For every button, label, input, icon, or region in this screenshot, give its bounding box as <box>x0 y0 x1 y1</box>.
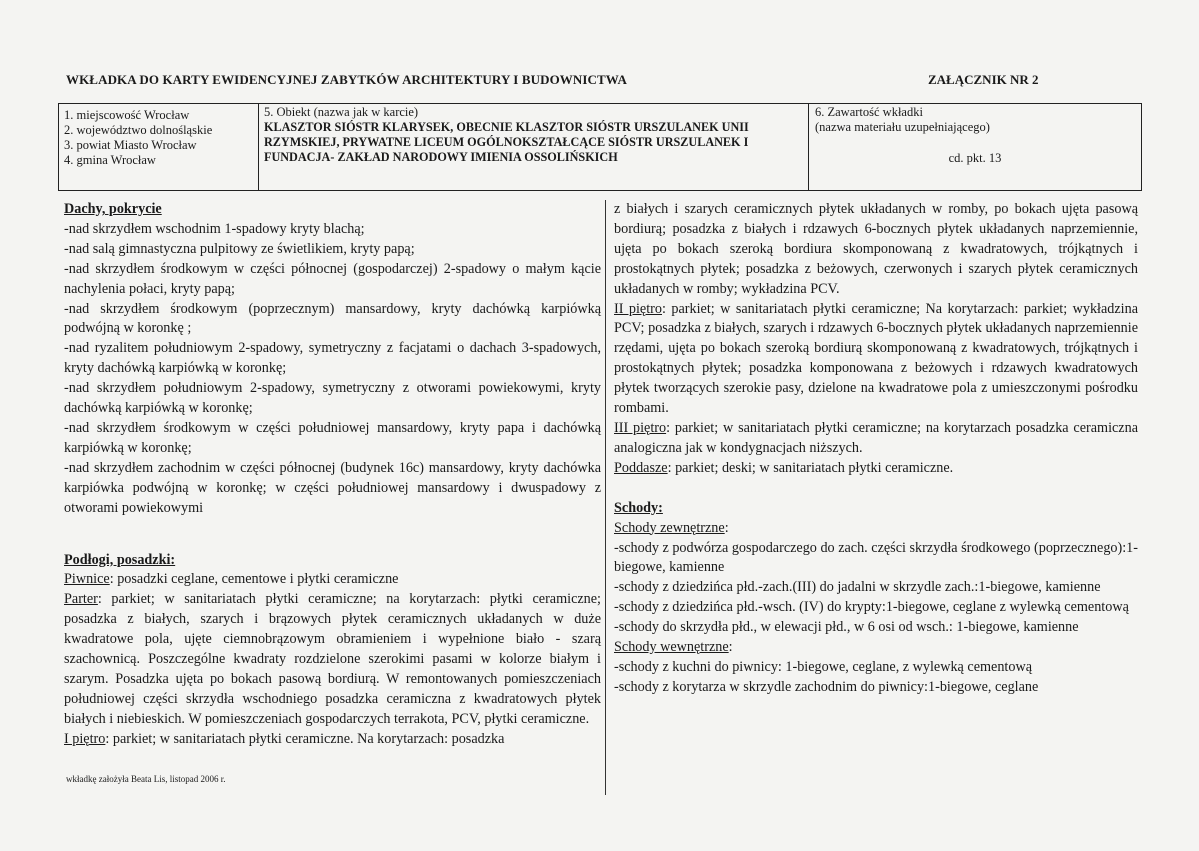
floors-ground <box>64 590 601 729</box>
contents-label: 6. Zawartość wkładki <box>815 105 923 119</box>
header-table <box>58 103 1142 191</box>
author-note: wkładkę założyła Beata Lis, listopad 2006 r. <box>66 774 226 784</box>
floors-second <box>614 300 1138 419</box>
location-commune: 4. gmina Wrocław <box>64 153 156 167</box>
contents-cell <box>809 104 1141 190</box>
external-stairs-item: -schody z dziedzińca płd.-zach.(III) do jadalni w skrzydle zach.:1-biegowe, kamienne <box>614 579 1101 596</box>
second-floor-label: II piętro <box>614 300 662 317</box>
internal-stairs-heading: Schody wewnętrzne <box>614 639 729 656</box>
basement-text: : posadzki ceglane, cementowe i płytki ceramiczne <box>109 571 399 588</box>
right-column <box>606 200 1142 795</box>
colon: : <box>724 519 729 536</box>
external-stairs-item: -schody z podwórza gospodarczego do zach. części skrzydła środkowego (poprzecznego):1-biegowe, kamienne <box>614 539 1138 576</box>
roofs-heading: Dachy, pokrycie <box>64 201 162 217</box>
location-voivodeship: 2. województwo dolnośląskie <box>64 123 213 137</box>
object-cell <box>259 104 809 190</box>
contents-value: cd. pkt. 13 <box>948 151 1002 165</box>
left-column <box>58 200 606 795</box>
second-floor-text: : parkiet; w sanitariatach płytki ceramiczne; Na korytarzach: parkiet; wykładzina PCV; posadzka z białych, szarych i rdzawych 6-bocznych płytek układanych naprzemiennie rzędami, ujęta po bokach szeroką bordiurą skomponowaną z kwadratowych, trójkątnych i prostokątnych płytek; posadzka komponowana z beżowych i rdzawych kwadratowych płytek tworzących szerokie pasy, dzielone na kwadratowe pola z umieszczonymi pośrodku rombami. <box>614 300 1139 417</box>
document-title: WKŁADKA DO KARTY EWIDENCYJNEJ ZABYTKÓW ARCHITEKTURY I BUDOWNICTWA <box>66 72 627 87</box>
third-floor-text: : parkiet; w sanitariatach płytki ceramiczne; na korytarzach posadzka ceramiczna analogiczna jak w kondygnacjach niższych. <box>614 419 1138 456</box>
internal-stairs-item: -schody z kuchni do piwnicy: 1-biegowe, ceglane, z wylewką cementową <box>614 658 1032 675</box>
ground-floor-text: : parkiet; w sanitariatach płytki ceramiczne; na korytarzach: płytki ceramiczne; posadzka z białych, szarych i brązowych płytek ceramicznych układanych w duże kwadratowe pola, ujęte ciemnobrązowym obramieniem i wypełnione biało - szarą szachownicą. Poszczególne kwadraty rozdzielone szerokimi pasami w kolorze białym i szarym. Posadzka ujęta po bokach pasową bordiurą. W remontowanych pomieszczeniach południowej części skrzydła wschodniego posadzka ceramiczna z kwadratowych płytek białych i niebieskich. W pomieszczeniach gospodarczych terrakota, PCV, płytki ceramiczne. <box>64 591 601 727</box>
roof-item: -nad skrzydłem wschodnim 1-spadowy kryty blachą; <box>64 220 365 237</box>
attic-text: : parkiet; deski; w sanitariatach płytki ceramiczne. <box>667 459 954 476</box>
attic-label: Poddasze <box>614 459 668 476</box>
floors-attic <box>614 459 1138 479</box>
location-cell <box>59 104 259 190</box>
colon: : <box>728 639 733 656</box>
roof-item: -nad skrzydłem środkowym w części północnej (gospodarczej) 2-spadowy o małym kącie nachylenia połaci, kryty papą; <box>64 260 601 297</box>
roof-item: -nad skrzydłem południowym 2-spadowy, symetryczny z otworami powiekowymi, kryty dachówką karpiówką w koronkę; <box>64 380 601 417</box>
content-columns <box>58 200 1142 795</box>
floors-third <box>614 419 1138 459</box>
first-floor-text: : parkiet; w sanitariatach płytki ceramiczne. Na korytarzach: posadzka <box>105 730 505 747</box>
floors-first <box>64 730 601 750</box>
object-label: 5. Obiekt (nazwa jak w karcie) <box>264 105 419 119</box>
external-stairs-heading: Schody zewnętrzne <box>614 519 725 536</box>
floors-continuation: z białych i szarych ceramicznych płytek układanych w romby, po bokach ujęta pasową bordiurą; posadzka z białych i rdzawych 6-bocznych płytek układanych naprzemiennie, ujęta po bokach szeroką bordiura skomponowaną z kwadratowych, trójkątnych i prostokątnych płytek; posadzka z beżowych, czerwonych i szarych płytek ceramicznych układanych w romby; wykładzina PCV. <box>614 201 1138 297</box>
external-stairs-item: -schody do skrzydła płd., w elewacji płd., w 6 osi od wsch.: 1-biegowe, kamienne <box>614 619 1079 636</box>
stairs-heading: Schody: <box>614 499 663 516</box>
external-stairs-item: -schody z dziedzińca płd.-wsch. (IV) do krypty:1-biegowe, ceglane z wylewką cementową <box>614 599 1129 616</box>
annex-number: ZAŁĄCZNIK NR 2 <box>928 72 1039 87</box>
third-floor-label: III piętro <box>614 419 667 436</box>
roof-item: -nad skrzydłem zachodnim w części północnej (budynek 16c) mansardowy, kryty dachówka karpiówka podwójną w koronkę; w części południowej mansardowy i dwuspadowy z otworami powiekowymi <box>64 459 601 516</box>
roof-item: -nad skrzydłem środkowym (poprzecznym) mansardowy, kryty dachówką karpiówką podwójną w koronkę ; <box>64 300 601 337</box>
ground-floor-label: Parter <box>64 591 98 608</box>
floors-basement <box>64 570 601 590</box>
internal-stairs-item: -schody z korytarza w skrzydle zachodnim do piwnicy:1-biegowe, ceglane <box>614 678 1039 695</box>
contents-subtitle: (nazwa materiału uzupełniającego) <box>815 120 990 134</box>
roof-item: -nad ryzalitem południowym 2-spadowy, symetryczny z facjatami o dachach 3-spadowych, kryty dachówką karpiówką w koronkę; <box>64 340 601 377</box>
roof-item: -nad skrzydłem środkowym w części południowej mansardowy, kryty papa i dachówką karpiówką w koronkę; <box>64 419 601 456</box>
object-name: KLASZTOR SIÓSTR KLARYSEK, OBECNIE KLASZTOR SIÓSTR URSZULANEK UNII RZYMSKIEJ, PRYWATNE LICEUM OGÓLNOKSZTAŁCĄCE SIÓSTR URSZULANEK I FUNDACJA- ZAKŁAD NARODOWY IMIENIA OSSOLIŃSKICH <box>264 120 749 164</box>
first-floor-label: I piętro <box>64 730 106 747</box>
location-city: 1. miejscowość Wrocław <box>64 108 190 122</box>
location-county: 3. powiat Miasto Wrocław <box>64 138 197 152</box>
roof-item: -nad salą gimnastyczna pulpitowy ze świetlikiem, kryty papą; <box>64 240 415 257</box>
floors-heading: Podłogi, posadzki: <box>64 551 176 568</box>
basement-label: Piwnice <box>64 571 110 588</box>
